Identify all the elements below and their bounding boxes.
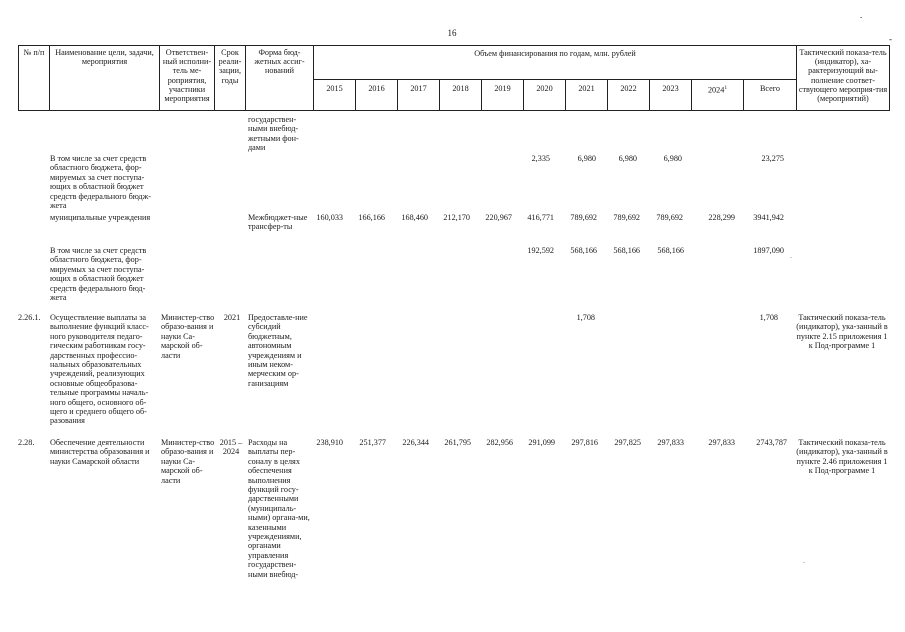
speck-mark: -: [803, 560, 805, 566]
row-continuation-form: государствен-ными внебюд-жетными фон-дами: [248, 115, 299, 153]
row-2-28-form: Расходы на выплаты пер-соналу в целях обеспечения выполнения функций госу-дарственными (муниципаль-ными) органа-ми, казенными учреждениями, органами управления государствен-ными внебюд-: [248, 438, 310, 579]
table-header: [18, 45, 890, 111]
row-municipal-2023: 789,692: [656, 213, 683, 222]
row-2-26-1-total: 1,708: [759, 313, 778, 322]
row-2-28-2018: 261,795: [444, 438, 471, 447]
row-2-28-2023: 297,833: [657, 438, 684, 447]
row-2-28-2022: 297,825: [614, 438, 641, 447]
row-municipal-total: 3941,942: [753, 213, 784, 222]
row-municipal-form: Межбюджет-ные трансфер-ты: [248, 213, 308, 232]
row-2-28-2016: 251,377: [359, 438, 386, 447]
row-regional-2-name: В том числе за счет средств областного бюджета, фор-мируемых за счет поступа-ющих в областной бюджет средств федерального бюд-жета: [50, 246, 147, 303]
header-year-2017: 2017: [397, 79, 440, 111]
header-total: Всего: [743, 79, 797, 111]
row-regional-2-2023: 568,166: [657, 246, 684, 255]
row-2-28-2021: 297,816: [571, 438, 598, 447]
row-2-28-2017: 226,344: [402, 438, 429, 447]
row-regional-1-2021: 6,980: [577, 154, 596, 163]
header-term: Срок реали-зации, годы: [214, 45, 246, 111]
row-2-28-num: 2.28.: [18, 438, 35, 447]
header-year-2016: 2016: [355, 79, 398, 111]
page-number: 16: [447, 28, 457, 38]
header-responsible: Ответствен-ный исполни-тель ме-роприятия, участники мероприятия: [159, 45, 215, 111]
row-regional-2-total: 1897,090: [753, 246, 784, 255]
row-municipal-name: муниципальные учреждения: [50, 213, 151, 222]
row-2-28-2019: 282,956: [486, 438, 513, 447]
row-municipal-2015: 160,033: [316, 213, 343, 222]
row-regional-1-2023: 6,980: [663, 154, 682, 163]
row-2-28-2015: 238,910: [316, 438, 343, 447]
row-2-28-name: Обеспечение деятельности министерства образования и науки Самарской области: [50, 438, 150, 466]
row-regional-1-2020: 2,335: [531, 154, 550, 163]
row-2-26-1-2021: 1,708: [576, 313, 595, 322]
row-municipal-2016: 166,166: [358, 213, 385, 222]
speck-mark: .: [860, 10, 863, 20]
header-funding: Объем финансирования по годам, млн. рублей: [313, 45, 797, 80]
row-2-26-1-form: Предоставле-ние субсидий бюджетным, автономным учреждениям и иным неком-мерческим ор-ганизациям: [248, 313, 308, 388]
speck-mark: -: [790, 255, 792, 261]
row-2-28-2020: 291,099: [528, 438, 555, 447]
row-regional-1-2022: 6,980: [618, 154, 637, 163]
header-year-2018: 2018: [439, 79, 482, 111]
row-regional-1-name: В том числе за счет средств областного бюджета, фор-мируемых за счет поступа-ющих в областной бюджет средств федерального бюдж-жета: [50, 154, 151, 211]
speck-mark: -: [889, 34, 892, 44]
row-regional-1-total: 23,275: [761, 154, 784, 163]
row-2-28-responsible: Министер-ство образо-вания и науки Са-марской об-ласти: [161, 438, 215, 485]
row-municipal-2022: 789,692: [613, 213, 640, 222]
header-year-2015: 2015: [313, 79, 356, 111]
row-municipal-2021: 789,692: [570, 213, 597, 222]
row-regional-2-2020: 192,592: [527, 246, 554, 255]
row-2-26-1-term: 2021: [223, 313, 241, 322]
header-year-2022: 2022: [607, 79, 650, 111]
row-municipal-2017: 168,460: [401, 213, 428, 222]
row-2-28-2024: 297,833: [708, 438, 735, 447]
header-year-2019: 2019: [481, 79, 524, 111]
row-regional-2-2021: 568,166: [570, 246, 597, 255]
header-year-2023: 2023: [649, 79, 692, 111]
header-year-2021: 2021: [565, 79, 608, 111]
row-2-26-1-name: Осуществление выплаты за выполнение функций класс-ного руководителя педаго-гическим работникам госу-дарственных профессио-нальных образовательных учреждений, реализующих основные общеобразова-тельные программы началь-ного общего, основного об-щего и среднего общего об-разования: [50, 313, 149, 426]
row-2-28-indicator: Тактический показа-тель (индикатор), ука-занный в пункте 2.46 приложения 1 к Под-программе 1: [796, 438, 888, 476]
row-municipal-2024: 228,299: [708, 213, 735, 222]
row-municipal-2018: 212,170: [443, 213, 470, 222]
row-municipal-2020: 416,771: [527, 213, 554, 222]
row-2-28-total: 2743,787: [756, 438, 787, 447]
header-indicator: Тактический показа-тель (индикатор), ха-рактеризующий вы-полнение соответ-ствующего мероприя-тия (мероприятий): [796, 45, 890, 111]
header-name: Наименование цели, задачи, мероприятия: [49, 45, 160, 111]
row-municipal-2019: 220,967: [485, 213, 512, 222]
row-2-26-1-num: 2.26.1.: [18, 313, 41, 322]
header-year-2024: 2024$^1$: [691, 79, 744, 111]
row-2-26-1-responsible: Министер-ство образо-вания и науки Са-марской об-ласти: [161, 313, 215, 360]
header-year-2020: 2020: [523, 79, 566, 111]
header-form: Форма бюд-жетных ассиг-нований: [245, 45, 314, 111]
row-regional-2-2022: 568,166: [613, 246, 640, 255]
row-2-26-1-indicator: Тактический показа-тель (индикатор), ука-занный в пункте 2.15 приложения 1 к Под-программе 1: [796, 313, 888, 351]
header-num: № п/п: [18, 45, 50, 111]
row-2-28-term: 2015 – 2024: [219, 438, 243, 457]
